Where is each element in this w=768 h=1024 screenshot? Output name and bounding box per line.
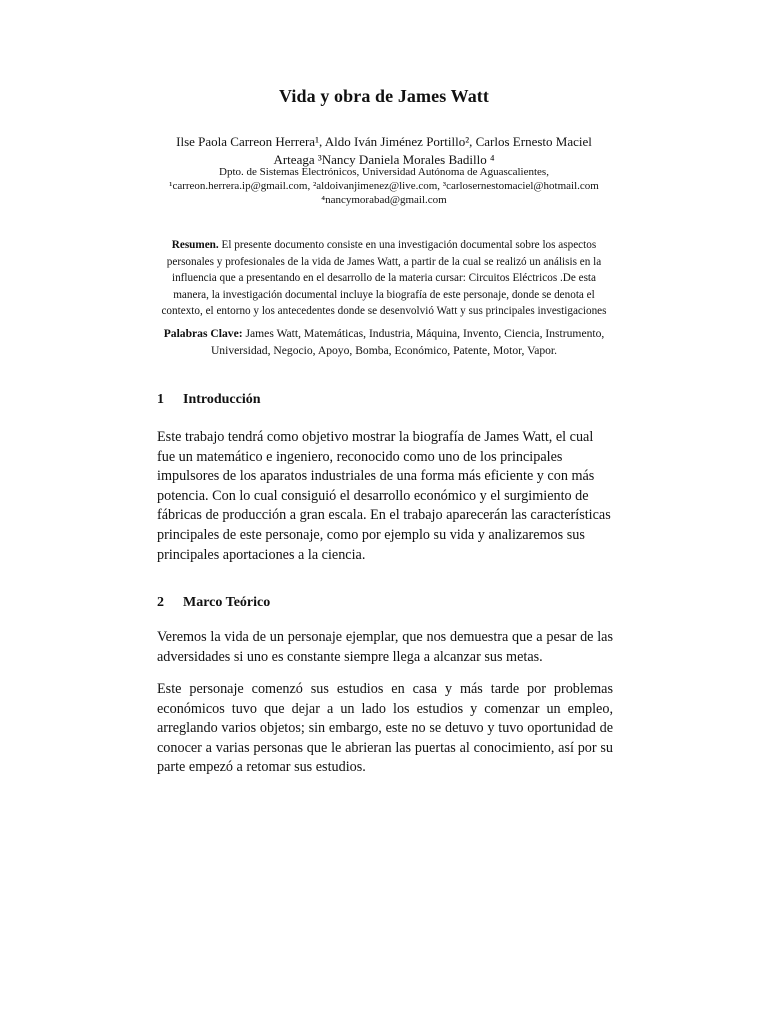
abstract-label: Resumen. bbox=[171, 239, 219, 251]
section-title: Marco Teórico bbox=[183, 595, 271, 610]
affiliation-block bbox=[100, 165, 668, 207]
intro-paragraph: Este trabajo tendrá como objetivo mostrar la biografía de James Watt, el cual fue un matemático e ingeniero, reconocido como uno de los principales impulsores de los aparatos industriales de una forma más eficiente y con más potencia. Con lo cual consiguió el desarrollo económico y el surgimiento de fábricas de producción a gran escala. En el trabajo aparecerán las características principales de este personaje, como por ejemplo su vida y analizaremos sus principales aportaciones a la ciencia. bbox=[157, 429, 611, 563]
marco-paragraph-2: Este personaje comenzó sus estudios en casa y más tarde por problemas económicos tuvo que dejar a un lado los estudios y comenzar un empleo, arreglando varios objetos; sin embargo, este no se detuvo y tuvo oportunidad de conocer a varias personas que le abrieran las puertas al conocimiento, así por su parte empezó a retomar sus estudios. bbox=[157, 681, 613, 776]
keywords-text: James Watt, Matemáticas, Industria, Máquina, Invento, Ciencia, Instrumento, Universidad, Negocio, Apoyo, Bomba, Económico, Patente, Motor, Vapor. bbox=[210, 327, 605, 357]
author-list bbox=[150, 133, 618, 169]
authors-line-1: Ilse Paola Carreon Herrera¹, Aldo Iván Jiménez Portillo², Carlos Ernesto Maciel bbox=[176, 134, 592, 149]
section-number: 2 bbox=[157, 595, 164, 610]
section-title: Introducción bbox=[183, 392, 261, 407]
emails-line-1: ¹carreon.herrera.ip@gmail.com, ²aldoivanjimenez@live.com, ³carlosernestomaciel@hotmail.com bbox=[169, 180, 599, 192]
abstract bbox=[158, 237, 610, 320]
keywords bbox=[158, 325, 610, 359]
abstract-text: El presente documento consiste en una investigación documental sobre los aspectos personales y profesionales de la vida de James Watt, a partir de la cual se realizó un análisis en la influencia que a presentando en el desarrollo de la materia cursar: Circuitos Eléctricos .De esta manera, la investigación documental incluye la biografía de este personaje, donde se denota el contexto, el entorno y los antecedentes donde se desenvolvió Watt y sus principales investigaciones bbox=[161, 239, 607, 318]
authors-line-2: Arteaga ³Nancy Daniela Morales Badillo ⁴ bbox=[273, 152, 495, 167]
affiliation: Dpto. de Sistemas Electrónicos, Universidad Autónoma de Aguascalientes, bbox=[219, 166, 549, 178]
section-number: 1 bbox=[157, 392, 164, 407]
marco-paragraph-1: Veremos la vida de un personaje ejemplar, que nos demuestra que a pesar de las adversidades si uno es constante siempre llega a alcanzar sus metas. bbox=[157, 629, 613, 665]
emails-line-2: ⁴nancymorabad@gmail.com bbox=[321, 194, 447, 206]
section-heading-introduccion bbox=[157, 392, 261, 408]
section-heading-marco-teorico bbox=[157, 595, 270, 611]
paper-title: Vida y obra de James Watt bbox=[278, 86, 489, 106]
keywords-label: Palabras Clave: bbox=[163, 327, 243, 340]
